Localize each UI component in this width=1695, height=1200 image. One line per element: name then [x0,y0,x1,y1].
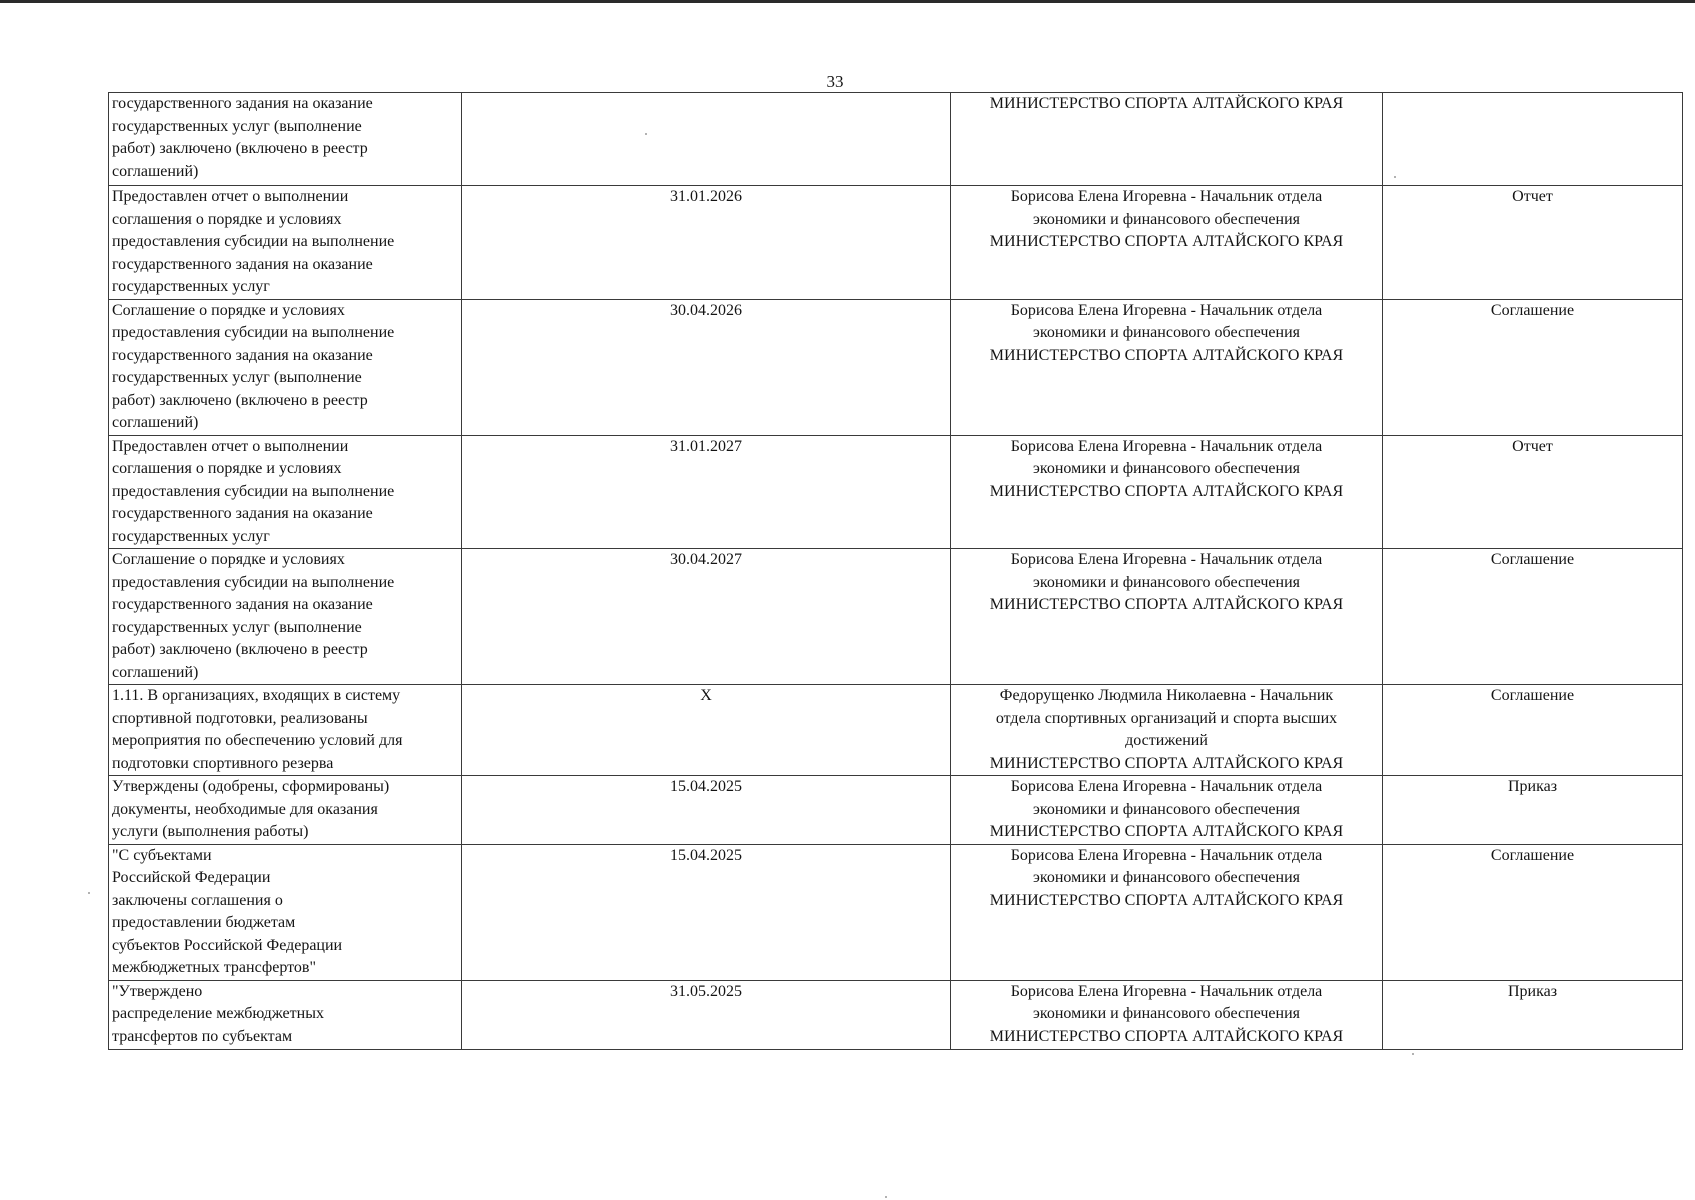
scan-speck [645,133,647,135]
event-cell: "Утверждено распределение межбюджетных трансфертов по субъектам [109,980,462,1049]
event-cell: Предоставлен отчет о выполнении соглашения о порядке и условиях предоставления субсидии на выполнение государственного задания на оказание государственных услуг [109,186,462,300]
document-type-cell: Приказ [1383,776,1683,845]
document-type-cell: Соглашение [1383,549,1683,685]
event-cell: Предоставлен отчет о выполнении соглашения о порядке и условиях предоставления субсидии на выполнение государственного задания на оказание государственных услуг [109,435,462,549]
responsible-cell: Борисова Елена Игоревна - Начальник отдела экономики и финансового обеспечения МИНИСТЕРСТВО СПОРТА АЛТАЙСКОГО КРАЯ [951,844,1383,980]
date-cell: 30.04.2027 [462,549,951,685]
document-type-cell [1383,93,1683,186]
date-cell: 31.05.2025 [462,980,951,1049]
document-type-cell: Отчет [1383,186,1683,300]
event-cell: Соглашение о порядке и условиях предоставления субсидии на выполнение государственного задания на оказание государственных услуг (выполнение работ) заключено (включено в реестр соглашений) [109,549,462,685]
event-cell: "С субъектами Российской Федерации заключены соглашения о предоставлении бюджетам субъектов Российской Федерации межбюджетных трансфертов" [109,844,462,980]
table-row [109,844,1683,980]
document-type-cell: Соглашение [1383,685,1683,776]
table-row [109,435,1683,549]
responsible-cell: МИНИСТЕРСТВО СПОРТА АЛТАЙСКОГО КРАЯ [951,93,1383,186]
responsible-cell: Федорущенко Людмила Николаевна - Начальник отдела спортивных организаций и спорта высших достижений МИНИСТЕРСТВО СПОРТА АЛТАЙСКОГО КРАЯ [951,685,1383,776]
responsible-cell: Борисова Елена Игоревна - Начальник отдела экономики и финансового обеспечения МИНИСТЕРСТВО СПОРТА АЛТАЙСКОГО КРАЯ [951,549,1383,685]
scan-speck [1412,1053,1414,1055]
document-type-cell: Приказ [1383,980,1683,1049]
table-row [109,776,1683,845]
responsible-cell: Борисова Елена Игоревна - Начальник отдела экономики и финансового обеспечения МИНИСТЕРСТВО СПОРТА АЛТАЙСКОГО КРАЯ [951,435,1383,549]
table-row [109,93,1683,186]
table-row [109,549,1683,685]
responsible-cell: Борисова Елена Игоревна - Начальник отдела экономики и финансового обеспечения МИНИСТЕРСТВО СПОРТА АЛТАЙСКОГО КРАЯ [951,299,1383,435]
scan-speck [1394,176,1396,178]
table-row [109,299,1683,435]
scan-top-border [0,0,1695,3]
responsible-cell: Борисова Елена Игоревна - Начальник отдела экономики и финансового обеспечения МИНИСТЕРСТВО СПОРТА АЛТАЙСКОГО КРАЯ [951,186,1383,300]
scan-speck [885,1196,887,1198]
scan-speck [88,892,90,894]
date-cell: 30.04.2026 [462,299,951,435]
date-cell: 15.04.2025 [462,844,951,980]
date-cell: 31.01.2027 [462,435,951,549]
responsible-cell: Борисова Елена Игоревна - Начальник отдела экономики и финансового обеспечения МИНИСТЕРСТВО СПОРТА АЛТАЙСКОГО КРАЯ [951,776,1383,845]
date-cell [462,93,951,186]
document-type-cell: Отчет [1383,435,1683,549]
event-cell: 1.11. В организациях, входящих в систему спортивной подготовки, реализованы мероприятия по обеспечению условий для подготовки спортивного резерва [109,685,462,776]
document-type-cell: Соглашение [1383,844,1683,980]
event-cell: Утверждены (одобрены, сформированы) документы, необходимые для оказания услуги (выполнения работы) [109,776,462,845]
document-type-cell: Соглашение [1383,299,1683,435]
table-row [109,685,1683,776]
date-cell: 15.04.2025 [462,776,951,845]
event-cell: Соглашение о порядке и условиях предоставления субсидии на выполнение государственного задания на оказание государственных услуг (выполнение работ) заключено (включено в реестр соглашений) [109,299,462,435]
table-row [109,186,1683,300]
plan-table [108,92,1683,1050]
date-cell: 31.01.2026 [462,186,951,300]
responsible-cell: Борисова Елена Игоревна - Начальник отдела экономики и финансового обеспечения МИНИСТЕРСТВО СПОРТА АЛТАЙСКОГО КРАЯ [951,980,1383,1049]
table-row [109,980,1683,1049]
page-number: 33 [826,72,844,91]
date-cell: X [462,685,951,776]
event-cell: государственного задания на оказание государственных услуг (выполнение работ) заключено (включено в реестр соглашений) [109,93,462,186]
